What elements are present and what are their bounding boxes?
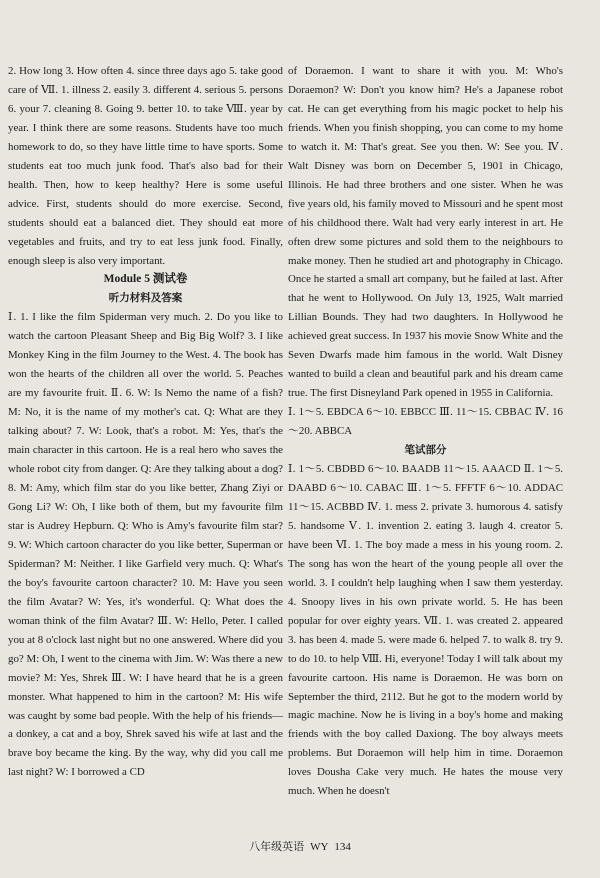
module-title: Module 5 测试卷 <box>103 273 188 286</box>
listening-script: Ⅰ. 1. I like the film Spiderman very much. 2. Do you like to watch the cartoon Pleasant Sheep and Big Big Wolf? 3. I like Monkey King in the film Journey to the West. 4. The book has won the hearts of the children all over the world. 5. Peaches are my favourite fruit. Ⅱ. 6. W: Is Nemo the name of a fish? M: No, it is the name of my mother's cat. Q: What are they talking about? 7. W: Look, that's a robot. M: Yes, that's the main character in this cartoon. He is a real hero who saves the whole robot city from danger. Q: Are they talking about a dog? 8. M: Amy, which film star do you like better, Zhang Ziyi or Gong Li? W: Oh, I like both of them, but my favourite film star is Audrey Hepburn. Q: Who is Amy's favourite film star? 9. W: Which cartoon character do you like better, Superman or Spiderman? M: Neither. I like Garfield very much. Q: What's the boy's favourite cartoon character? 10. M: Have you seen the film Avatar? W: Yes, it's wonderful. Q: What does the woman think of the film Avatar? Ⅲ. W: Hello, Peter. I called you at 8 o'clock last night but no one answered. Where did you go? M: Oh, I went to the cinema with Jim. W: Was there a new movie? M: Yes, Shrek Ⅲ. W: I have heard that he is a green monster. What happened to him in the cartoon? M: His wife was caught by some bad people. With the help of his friends—a donkey, a cat and a boy, Shrek saved his wife at last and the brave boy became the king. By the way, why did you call me last night? W: I borrowed a CD <box>8 311 283 779</box>
left-column <box>8 62 283 782</box>
written-section-title: 笔试部分 <box>404 445 447 457</box>
footer-code: WY <box>310 841 329 853</box>
footer-subject: 八年级英语 <box>249 841 305 853</box>
listening-section-title: 听力材料及答案 <box>108 293 183 305</box>
right-column <box>288 62 563 801</box>
right-paragraph-script: of Doraemon. I want to share it with you. M: Who's Doraemon? W: Don't you know him? He's a Japanese robot cat. He can get everything from his magic pocket to help his friends. When you finish shopping, you can come to my home to watch it. M: That's great. See you then. W: See you. Ⅳ. Walt Disney was born on December 5, 1901 in Chicago, Illinois. He had three brothers and one sister. When he was five years old, his family moved to Missouri and he spent most of his childhood there. Walt had very early interest in art. He often drew some pictures and sold them to the neighbours to make money. Then he studied art and photography in Chicago. Once he started a small art company, but he failed at last. After that he went to Hollywood. On July 13, 1925, Walt married Lillian Bounds. They had two daughters. In Hollywood he achieved great success. In 1937 his movie Snow White and the Seven Dwarfs made him famous in the world. Walt Disney wanted to build a clean and beautiful park and his dream came true. The first Disneyland Park opened in 1955 in California. <box>288 65 563 400</box>
page-number: 134 <box>334 841 351 853</box>
left-paragraph-answers: 2. How long 3. How often 4. since three days ago 5. take good care of Ⅶ. 1. illness 2. easily 3. different 4. serious 5. persons 6. your 7. cleaning 8. Going 9. better 10. to take Ⅷ. year by year. I think there are some reasons. Students have too much homework to do, so they have little time to have sports. Some students eat too much junk food. That's also bad for their health. Then, how to keep healthy? Here is some useful advice. First, students should do more exercise. Second, students should eat a balanced diet. They should eat more vegetables and fruits, and try to eat less junk food. Finally, enough sleep is also very important. <box>8 65 283 267</box>
page-footer <box>0 838 600 854</box>
listening-answers: Ⅰ. 1～5. EBDCA 6～10. EBBCC Ⅲ. 11～15. CBBAC Ⅳ. 16～20. ABBCA <box>288 406 563 438</box>
written-answers: Ⅰ. 1～5. CBDBD 6～10. BAADB 11～15. AAACD Ⅱ. 1～5. DAABD 6～10. CABAC Ⅲ. 1～5. FFFTF 6～10. ADDAC 11～15. ACBBD Ⅳ. 1. mess 2. private 3. humorous 4. satisfy 5. handsome Ⅴ. 1. invention 2. eating 3. laugh 4. creator 5. have been Ⅵ. 1. The boy made a mess in his young room. 2. The song has won the heart of the young people all over the world. 3. I couldn't help laughing when I saw them yesterday. 4. Snoopy lives in his own private world. 5. He has been popular for over eighty years. Ⅶ. 1. was created 2. appeared 3. has been 4. made 5. were made 6. helped 7. to walk 8. try 9. to do 10. to help Ⅷ. Hi, everyone! Today I will talk about my favourite cartoon. His name is Doraemon. He was born on September the third, 2112. But he got to the modern world by magic machine. Now he is living in a boy's home and making friends with the boy called Daxiong. The boy always meets problems. But Doraemon will help him in time. Doraemon loves Dousha Cake very much. He hates the mouse very much. When he doesn't <box>288 463 563 798</box>
